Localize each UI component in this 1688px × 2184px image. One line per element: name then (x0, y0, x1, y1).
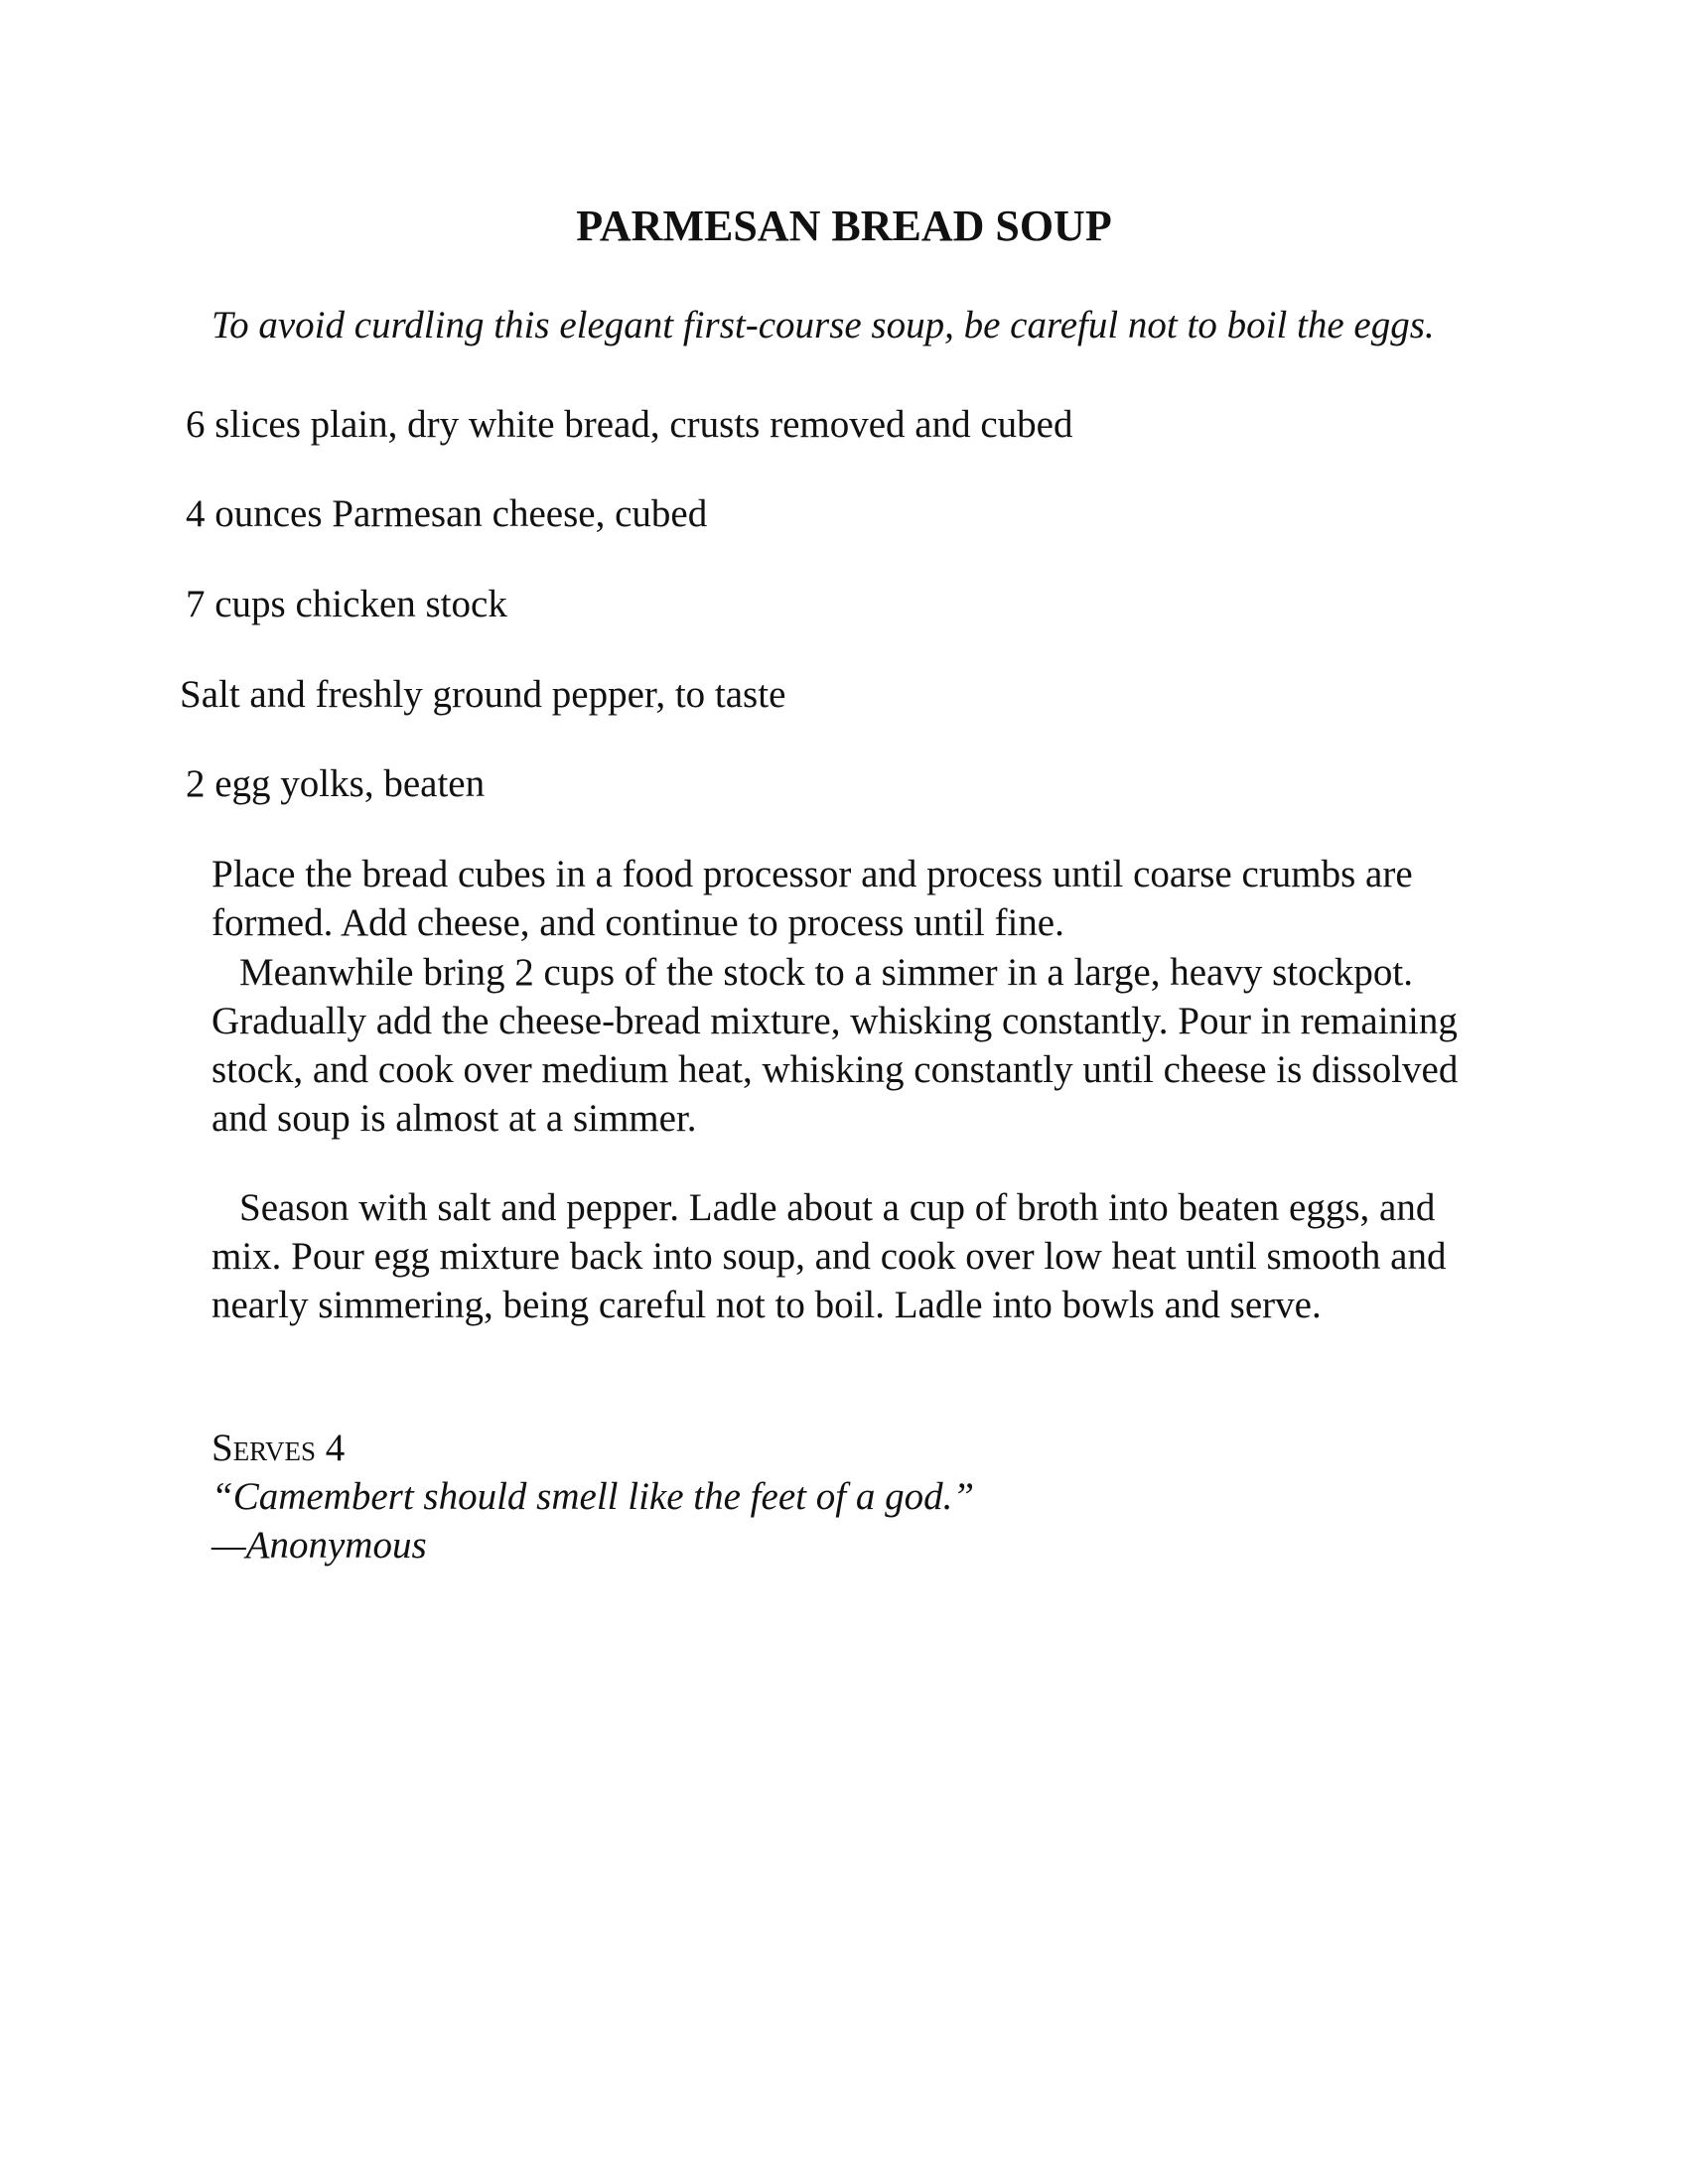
recipe-intro: To avoid curdling this elegant first-course soup, be careful not to boil the eggs. (211, 304, 1435, 346)
ingredient-text: ounces Parmesan cheese, cubed (205, 492, 708, 535)
serves-line (211, 1424, 345, 1472)
ingredient-item (186, 400, 1072, 449)
ingredient-text: slices plain, dry white bread, crusts removed and cubed (205, 403, 1073, 446)
method-step: Place the bread cubes in a food processor and process until coarse crumbs are formed. Add cheese, and continue to process until fine. (211, 853, 1413, 944)
method-step: Season with salt and pepper. Ladle about a cup of broth into beaten eggs, and mix. Pour egg mixture back into soup, and cook over low heat until smooth and nearly simmering, being careful not to boil. Ladle into bowls and serve. (211, 1186, 1447, 1326)
ingredient-quantity: 4 (186, 492, 206, 535)
ingredient-list (180, 400, 1489, 817)
ingredient-item (186, 580, 507, 628)
method-step: Meanwhile bring 2 cups of the stock to a simmer in a large, heavy stockpot. Gradually add the cheese-bread mixture, whisking constantly. Pour in remaining stock, and cook over medium heat, whisking constantly until cheese is dissolved and soup is almost at a simmer. (211, 951, 1459, 1140)
ingredient-item (186, 759, 485, 808)
ingredient-text: alt and freshly ground pepper, to taste (201, 673, 786, 716)
ingredient-quantity: 2 (186, 762, 206, 805)
recipe-quote: “Camembert should smell like the feet of a god.” (211, 1475, 975, 1518)
ingredient-text: cups chicken stock (205, 583, 507, 625)
serves-count: 4 (325, 1427, 346, 1469)
ingredient-text: egg yolks, beaten (205, 762, 486, 805)
recipe-title: PARMESAN BREAD SOUP (576, 202, 1112, 250)
ingredient-quantity: 7 (186, 583, 206, 625)
ingredient-quantity: S (180, 673, 202, 716)
quote-attribution: —Anonymous (211, 1524, 427, 1567)
ingredient-item (186, 489, 707, 538)
serves-label: Serves (211, 1427, 317, 1469)
ingredient-quantity: 6 (186, 403, 206, 446)
ingredient-item (180, 670, 785, 719)
